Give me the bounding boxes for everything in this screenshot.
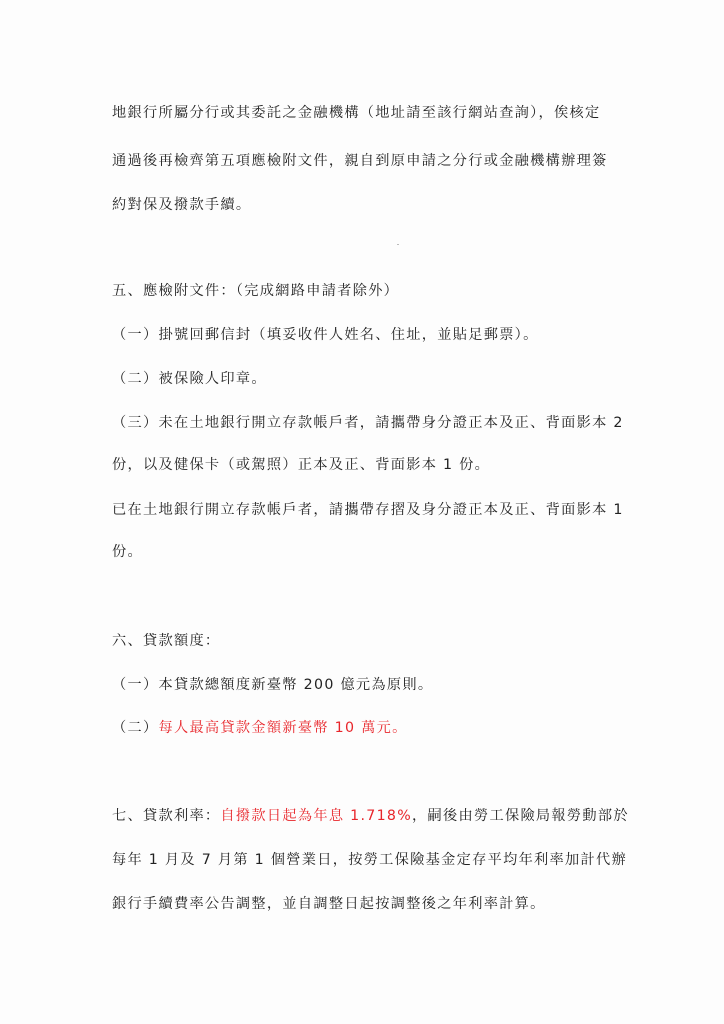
- list-item-continuation: 份，以及健保卡（或駕照）正本及正、背面影本 1 份。: [112, 457, 491, 473]
- highlighted-text: 自撥款日起為年息 1.718%: [220, 808, 413, 824]
- section-label: 七、貸款利率：: [112, 808, 221, 824]
- paragraph-line: 地銀行所屬分行或其委託之金融機構（地址請至該行網站查詢），俟核定: [112, 105, 601, 121]
- paragraph-line: 通過後再檢齊第五項應檢附文件，親自到原申請之分行或金融機構辦理簽: [112, 153, 608, 169]
- list-item: （三）未在土地銀行開立存款帳戶者，請攜帶身分證正本及正、背面影本 2: [112, 415, 624, 431]
- scan-speck: [397, 244, 399, 245]
- list-item: （一）掛號回郵信封（填妥收件人姓名、住址，並貼足郵票）。: [112, 327, 539, 343]
- section-heading-5: 五、應檢附文件：（完成網路申請者除外）: [112, 283, 400, 299]
- highlighted-text: 每人最高貸款金額新臺幣 10 萬元。: [158, 720, 408, 736]
- note-line-continuation: 份。: [112, 544, 143, 560]
- paragraph-line: 約對保及撥款手續。: [112, 197, 252, 213]
- paragraph-line: 銀行手續費率公告調整，並自調整日起按調整後之年利率計算。: [112, 896, 546, 912]
- list-item: （一）本貸款總額度新臺幣 200 億元為原則。: [112, 677, 434, 693]
- paragraph-line: 每年 1 月及 7 月第 1 個營業日，按勞工保險基金定存平均年利率加計代辦: [112, 852, 627, 868]
- section-heading-6: 六、貸款額度：: [112, 633, 221, 649]
- section-text: ，嗣後由勞工保險局報勞動部於: [412, 808, 629, 824]
- section-heading-7: [112, 806, 632, 826]
- list-item-number: （二）: [112, 720, 159, 736]
- note-line: 已在土地銀行開立存款帳戶者，請攜帶存摺及身分證正本及正、背面影本 1: [112, 502, 624, 518]
- list-item: （二）被保險人印章。: [112, 371, 267, 387]
- list-item-highlighted: [112, 718, 632, 738]
